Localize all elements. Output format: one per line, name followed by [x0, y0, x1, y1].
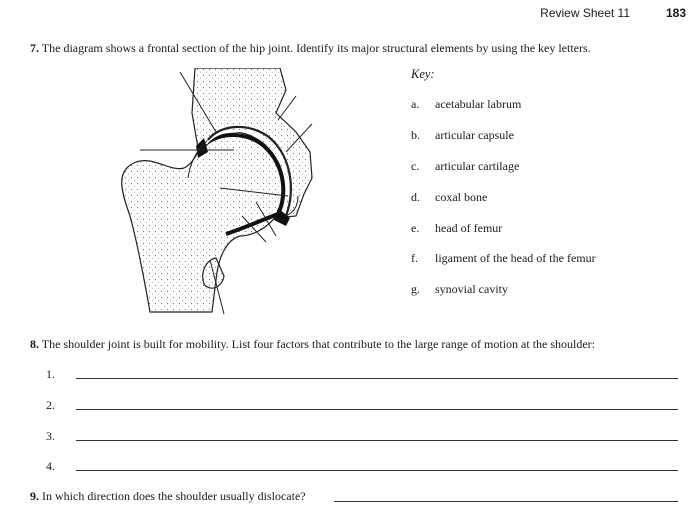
question-9	[30, 489, 306, 504]
key-title: Key:	[411, 67, 435, 81]
key-letter: d.	[411, 190, 420, 204]
question-8-number: 8.	[30, 337, 39, 351]
key-label: head of femur	[435, 221, 503, 235]
key-label: ligament of the head of the femur	[435, 251, 596, 265]
key-label: acetabular labrum	[435, 97, 522, 111]
key-letter: e.	[411, 221, 420, 235]
key-letter: f.	[411, 251, 418, 265]
key-item-e	[411, 221, 502, 236]
answer-line-3[interactable]	[76, 440, 678, 441]
question-7	[30, 41, 690, 56]
answer-label-4: 4.	[46, 459, 55, 473]
answer-line-4[interactable]	[76, 470, 678, 471]
answer-line-1[interactable]	[76, 378, 678, 379]
answer-label-3: 3.	[46, 429, 55, 443]
key-item-a	[411, 97, 521, 112]
key-letter: c.	[411, 159, 420, 173]
hip-joint-diagram	[100, 68, 340, 318]
key-label: articular cartilage	[435, 159, 520, 173]
question-7-number: 7.	[30, 41, 39, 55]
question-8-text: The shoulder joint is built for mobility. List four factors that contribute to the large range of motion at the shoulder:	[41, 337, 596, 351]
answer-label-2: 2.	[46, 398, 55, 412]
key-label: articular capsule	[435, 128, 514, 142]
question-7-text: The diagram shows a frontal section of the hip joint. Identify its major structural elements by using the key letters.	[41, 41, 591, 55]
key-letter: b.	[411, 128, 420, 142]
key-item-d	[411, 190, 487, 205]
question-9-text: In which direction does the shoulder usually dislocate?	[42, 489, 306, 503]
question-9-number: 9.	[30, 489, 39, 503]
key-letter: g.	[411, 282, 420, 296]
key-item-c	[411, 159, 519, 174]
key-item-b	[411, 128, 514, 143]
key-label: coxal bone	[435, 190, 488, 204]
key-label: synovial cavity	[435, 282, 508, 296]
answer-line-2[interactable]	[76, 409, 678, 410]
question-8	[30, 337, 690, 352]
key-item-f	[411, 251, 596, 266]
answer-label-1: 1.	[46, 367, 55, 381]
answer-line-q9[interactable]	[334, 501, 678, 502]
key-letter: a.	[411, 97, 420, 111]
running-head: Review Sheet 11	[540, 6, 630, 20]
page-number: 183	[665, 6, 686, 20]
key-item-g	[411, 282, 508, 297]
